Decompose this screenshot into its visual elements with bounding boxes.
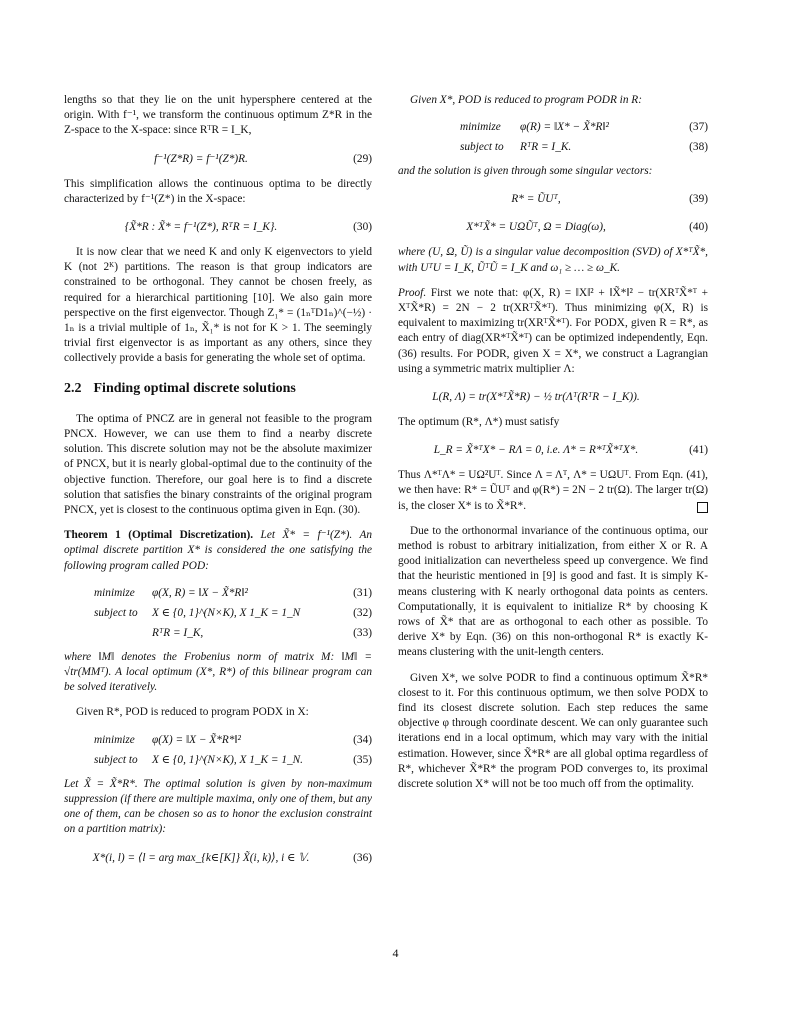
equation-math: φ(X, R) = ‖X − X̃*R‖² — [152, 586, 248, 599]
equation-38 — [398, 138, 708, 158]
equation-37 — [398, 118, 708, 138]
paragraph: Due to the orthonormal invariance of the continuous optima, our method is robust to arbitrary initialization, from either X or R. A good initialization can nevertheless speed up convergence. We find that the heuristic mentioned in [9] is good and fast. It is simply K-means clustering with K nearly orthogonal data points as centers. Computationally, it is equivalent to initialize R* by choosing K rows of X̃* that are as orthogonal to each other as possible. To derive X* by Eqn. (36) on this non-orthogonal R* is exactly K-means clustering with the unit-length centers. — [398, 524, 708, 659]
section-title: Finding optimal discrete solutions — [93, 380, 296, 396]
equation-30 — [64, 217, 372, 239]
program-keyword: minimize — [460, 121, 501, 134]
paragraph: It is now clear that we need K and only K eigenvectors to yield K (not 2ᴷ) partitions. The reason is that group indicators are constrained to be orthogonal. They cannot be chosen freely, as required for a hierarchical partitioning [10]. We also gain more perspective on the first eigenvector. Though Z₁* = (1ₙᵀD1ₙ)^(−½) · 1ₙ is a trivial multiple of 1ₙ, X̃₁* is not for K > 1. The seemingly trivial first eigenvector is as important as any others, since they collectively provide a basis for generating the whole set of optima. — [64, 246, 372, 365]
proof — [398, 286, 708, 377]
equation-number: (32) — [353, 606, 372, 619]
equation-math: RᵀR = I_K, — [152, 626, 204, 639]
paragraph: Given X*, we solve PODR to find a continuous optimum X̃*R* closest to it. For this continuous optimum, we then solve PODX to find its closest discrete solution. Each step reduces the same objective φ through coordinate descent. We can only guarantee such iterations end in a local optimum, which may vary with the initial estimation. However, since X̃*R* are all global optima regardless of R*, whichever X̃*R* the program POD converges to, its proximal discrete solution X* will not be too much off from the optimality. — [398, 671, 708, 791]
equation-40 — [398, 217, 708, 239]
equation-35 — [64, 751, 372, 771]
program-keyword: minimize — [94, 733, 135, 746]
equation-math: {X̃*R : X̃* = f⁻¹(Z*), RᵀR = I_K}. — [124, 221, 278, 234]
left-column — [64, 93, 372, 876]
equation-math: X*ᵀX̃* = UΩŨᵀ, Ω = Diag(ω), — [466, 221, 606, 234]
program-keyword: subject to — [94, 753, 138, 766]
section-heading — [64, 381, 372, 396]
proof-heading: Proof. — [398, 286, 427, 299]
proof-body: First we note that: φ(X, R) = ‖X‖² + ‖X̃*‖² − tr(XRᵀX̃*ᵀ + XᵀX̃*R) = 2N − 2 tr(XRᵀX̃*ᵀ). Thus minimizing φ(X, R) is equivalent to maximizing tr(XRᵀX̃*ᵀ). For PODX, given R = R*, as each entry of diag(XR*ᵀX̃*ᵀ) can be optimized independently, Eqn. (36) results. For PODR, given X = X*, we construct a Lagrangian using a symmetric matrix multiplier Λ: — [398, 286, 708, 375]
equation-math: L_R = X̃*ᵀX* − RΛ = 0, i.e. Λ* = R*ᵀX̃*ᵀX*. — [433, 444, 639, 457]
equation-number: (41) — [689, 444, 708, 457]
right-column — [398, 93, 708, 802]
theorem-body: Let X̃* = f⁻¹(Z*). An optimal discrete partition X* is considered the one satisfying the following program called POD: — [64, 529, 372, 572]
paragraph: This simplification allows the continuous optima to be directly characterized by f⁻¹(Z*) in the X-space: — [64, 177, 372, 205]
paragraph: lengths so that they lie on the unit hypersphere centered at the origin. With f⁻¹, we transform the continuous optimum Z*R in the Z-space to the X-space: since RᵀR = I_K, — [64, 94, 372, 137]
equation-29 — [64, 149, 372, 171]
paragraph: where ‖M‖ denotes the Frobenius norm of matrix M: ‖M‖ = √tr(MMᵀ). A local optimum (X*, R*) of this bilinear program can be solved iteratively. — [64, 650, 372, 694]
page-number: 4 — [392, 946, 399, 960]
equation-34 — [64, 731, 372, 751]
equation-lagrangian — [398, 387, 708, 409]
equation-number: (35) — [353, 753, 372, 766]
equation-33 — [64, 624, 372, 644]
equation-number: (30) — [353, 221, 372, 234]
equation-math: φ(R) = ‖X* − X̃*R‖² — [520, 121, 609, 134]
equation-number: (36) — [353, 851, 372, 864]
equation-math: X*(i, l) = ⟨l = arg max_{k∈[K]} X̃(i, k)⟩, i ∈ 𝕍. — [92, 851, 310, 864]
equation-math: L(R, Λ) = tr(X*ᵀX̃*R) − ½ tr(Λᵀ(RᵀR − I_K)). — [432, 391, 640, 404]
paragraph: and the solution is given through some singular vectors: — [398, 165, 653, 178]
program-keyword: subject to — [94, 606, 138, 619]
paragraph: The optima of PNCZ are in general not feasible to the program PNCX. However, we can use them to find a nearby discrete solution. This discrete solution may not be the absolute maximizer of PNCX, but it is nearly global-optimal due to the continuity of the objective function. Therefore, our goal here is to find a discrete solution that satisfies the binary constraints of the original program PNCX, yet is closest to the continuous optima given in Eqn. (30). — [64, 412, 372, 517]
theorem-heading: Theorem 1 (Optimal Discretization). — [64, 529, 254, 542]
equation-31 — [64, 584, 372, 604]
equation-math: R* = ŨUᵀ, — [511, 193, 561, 206]
paragraph: Given R*, POD is reduced to program PODX in X: — [76, 706, 309, 719]
section-number: 2.2 — [64, 380, 82, 396]
equation-36 — [64, 848, 372, 870]
qed-box-icon — [697, 502, 708, 513]
program-keyword: minimize — [94, 586, 135, 599]
equation-number: (38) — [689, 141, 708, 154]
equation-number: (31) — [353, 586, 372, 599]
paragraph: Let X̃ = X̃*R*. The optimal solution is given by non-maximum suppression (if there are multiple maxima, only one of them, but any one of them, can be chosen so as to honor the exclusion constraint on a partition matrix): — [64, 777, 372, 836]
theorem — [64, 528, 372, 574]
paragraph: The optimum (R*, Λ*) must satisfy — [398, 416, 560, 429]
equation-math: RᵀR = I_K. — [520, 141, 572, 154]
equation-number: (29) — [353, 152, 372, 165]
equation-39 — [398, 189, 708, 211]
equation-number: (39) — [689, 193, 708, 206]
proof-conclusion: Thus Λ*ᵀΛ* = UΩ²Uᵀ. Since Λ = Λᵀ, Λ* = UΩUᵀ. From Eqn. (41), we then have: R* = ŨUᵀ and φ(R*) = 2N − 2 tr(Ω). The larger tr(Ω) is, the closer X* is to X̃*R*. — [398, 469, 708, 512]
equation-41 — [398, 440, 708, 462]
equation-math: X ∈ {0, 1}^(N×K), X 1_K = 1_N — [152, 606, 301, 619]
paragraph: Given X*, POD is reduced to program PODR in R: — [410, 94, 642, 106]
equation-32 — [64, 604, 372, 624]
equation-number: (34) — [353, 733, 372, 746]
equation-math: f⁻¹(Z*R) = f⁻¹(Z*)R. — [154, 152, 248, 165]
paragraph — [398, 468, 708, 514]
equation-number: (40) — [689, 221, 708, 234]
paragraph: where (U, Ω, Ũ) is a singular value decomposition (SVD) of X*ᵀX̃*, with UᵀU = I_K, ŨᵀŨ = I_K and ω₁ ≥ … ≥ ω_K. — [398, 246, 708, 274]
equation-math: φ(X) = ‖X − X̃*R*‖² — [152, 733, 241, 746]
equation-number: (33) — [353, 626, 372, 639]
equation-math: X ∈ {0, 1}^(N×K), X 1_K = 1_N. — [152, 753, 304, 766]
equation-number: (37) — [689, 121, 708, 134]
program-keyword: subject to — [460, 141, 504, 154]
